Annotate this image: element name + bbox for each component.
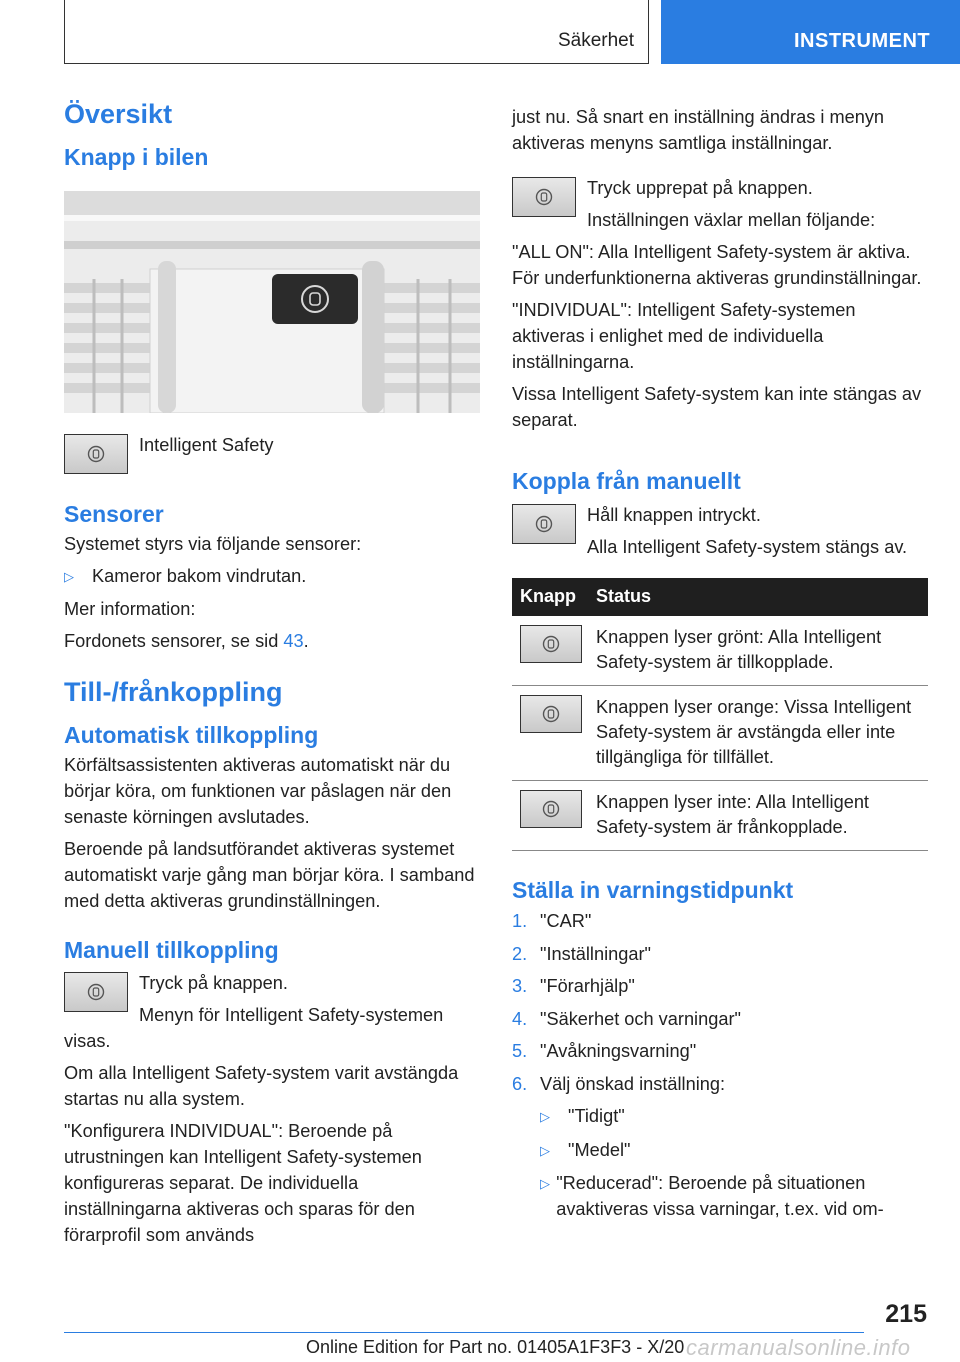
page-title: Översikt [64,99,173,129]
list-item: ▷ "Tidigt" [540,1103,928,1130]
sensors-heading: Sensorer [64,500,164,527]
manual-paragraph-1: Om alla Intelligent Safety-system varit avstängda startas nu alla system. [64,1063,459,1110]
triangle-bullet-icon: ▷ [540,1176,550,1192]
table-header-row [512,578,928,616]
status-text: Knappen lyser grönt: Alla Intelligent Safety-system är tillkopplade. [588,616,928,686]
manual-line-2: Menyn för Intelligent Safety-systemen visas. [64,1005,444,1052]
individual-paragraph: "INDIVIDUAL": Intelligent Safety-systemen aktiveras i enlighet med de individuella inställningarna. [512,300,856,372]
column-header-knapp: Knapp [512,578,588,616]
list-item: ▷ "Reducerad": Beroende på situationen avaktiveras vissa varningar, t.ex. vid om- [540,1170,928,1222]
button-heading: Knapp i bilen [64,144,209,171]
page-link-43[interactable]: 43 [283,630,304,651]
warn-heading: Ställa in varningstidpunkt [512,876,794,903]
list-item: 4. "Säkerhet och varningar" [512,1008,741,1029]
watermark-text: carmanualsonline.info [686,1335,911,1360]
intelligent-safety-button-icon [520,695,582,733]
intelligent-safety-button-icon [520,790,582,828]
right-column [512,104,928,1222]
off-line-1: Håll knappen intryckt. [587,504,761,525]
list-item: 1. "CAR" [512,911,592,932]
section-title: Säkerhet [557,30,634,51]
list-item: 6. Välj önskad inställning: [512,1073,726,1094]
auto-paragraph-1: Körfältsassistenten aktiveras automatiskt när du börjar köra, om funktionen var påslagen när den senaste körningen avslutades. [64,754,452,827]
warn-steps-list [512,908,928,1097]
all-on-paragraph: "ALL ON": Alla Intelligent Safety-system är aktiva. För underfunktionerna aktiveras grundinställningar. [512,242,922,288]
sensor-bullet: ▷ Kameror bakom vindrutan. [64,563,480,590]
sensors-intro: Systemet styrs via följande sensorer: [64,533,362,554]
edition-text: Online Edition for Part no. 01405A1F3F3 - X/20 [306,1337,685,1357]
list-item: 5. "Avåkningsvarning" [512,1041,697,1062]
separate-paragraph: Vissa Intelligent Safety-system kan inte stängas av separat. [512,384,922,430]
status-table [512,578,928,851]
repeat-key-row [512,174,928,233]
footer-divider [64,1332,864,1333]
warn-options-list [540,1103,928,1222]
auto-heading: Automatisk tillkoppling [64,721,319,748]
column-header-status: Status [588,578,928,616]
manual-key-row [64,969,480,1054]
list-item: 3. "Förarhjälp" [512,976,635,997]
repeat-line-1: Tryck upprepat på knappen. [587,178,813,198]
off-line-2: Alla Intelligent Safety-system stängs av. [587,536,908,557]
intelligent-safety-button-icon [520,625,582,663]
continued-paragraph: just nu. Så snart en inställning ändras i menyn aktiveras menyns samtliga inställningar. [512,107,885,153]
button-photo [64,191,480,413]
intelligent-safety-button-icon [64,434,128,474]
table-row [512,616,928,686]
header-frame [64,0,649,64]
off-heading: Koppla från manuellt [512,468,741,494]
list-item: ▷ "Medel" [540,1137,928,1164]
auto-paragraph-2: Beroende på landsutförandet aktiveras systemet automatiskt varje gång man börjar köra. I samband med detta aktiveras grundinställningen. [64,838,475,911]
manual-line-1: Tryck på knappen. [139,973,288,994]
manual-heading: Manuell tillkoppling [64,936,279,963]
off-key-row [512,501,928,560]
sensor-reference: Fordonets sensorer, se sid 43. [64,630,309,651]
key-label: Intelligent Safety [139,434,274,455]
manual-paragraph-2: "Konfigurera INDIVIDUAL": Beroende på utrustningen kan Intelligent Safety-systemen konfigureras separat. De individuella inställningarna aktiveras och sparas för den förarprofil som används [64,1121,422,1246]
dashboard-photo-illustration [64,191,480,413]
list-item: 2. "Inställningar" [512,943,651,964]
tab-instrument[interactable]: INSTRUMENT [661,0,960,64]
intelligent-safety-button-icon [64,972,128,1012]
triangle-bullet-icon: ▷ [64,568,74,584]
triangle-bullet-icon: ▷ [540,1142,550,1158]
triangle-bullet-icon: ▷ [540,1109,550,1125]
page-number: 215 [885,1300,927,1328]
intelligent-safety-button-icon [512,504,576,544]
repeat-line-2: Inställningen växlar mellan följande: [587,210,876,230]
intelligent-safety-key-row [64,431,480,480]
more-info: Mer information: [64,598,196,619]
table-row [512,685,928,780]
table-row [512,780,928,850]
status-text: Knappen lyser orange: Vissa Intelligent Safety-system är avstängda eller inte tillgängliga för tillfället. [588,685,928,780]
toggle-title: Till-/frånkoppling [64,676,283,707]
intelligent-safety-button-icon [512,177,576,217]
left-column [64,98,480,1248]
status-text: Knappen lyser inte: Alla Intelligent Safety-system är frånkopplade. [588,780,928,850]
